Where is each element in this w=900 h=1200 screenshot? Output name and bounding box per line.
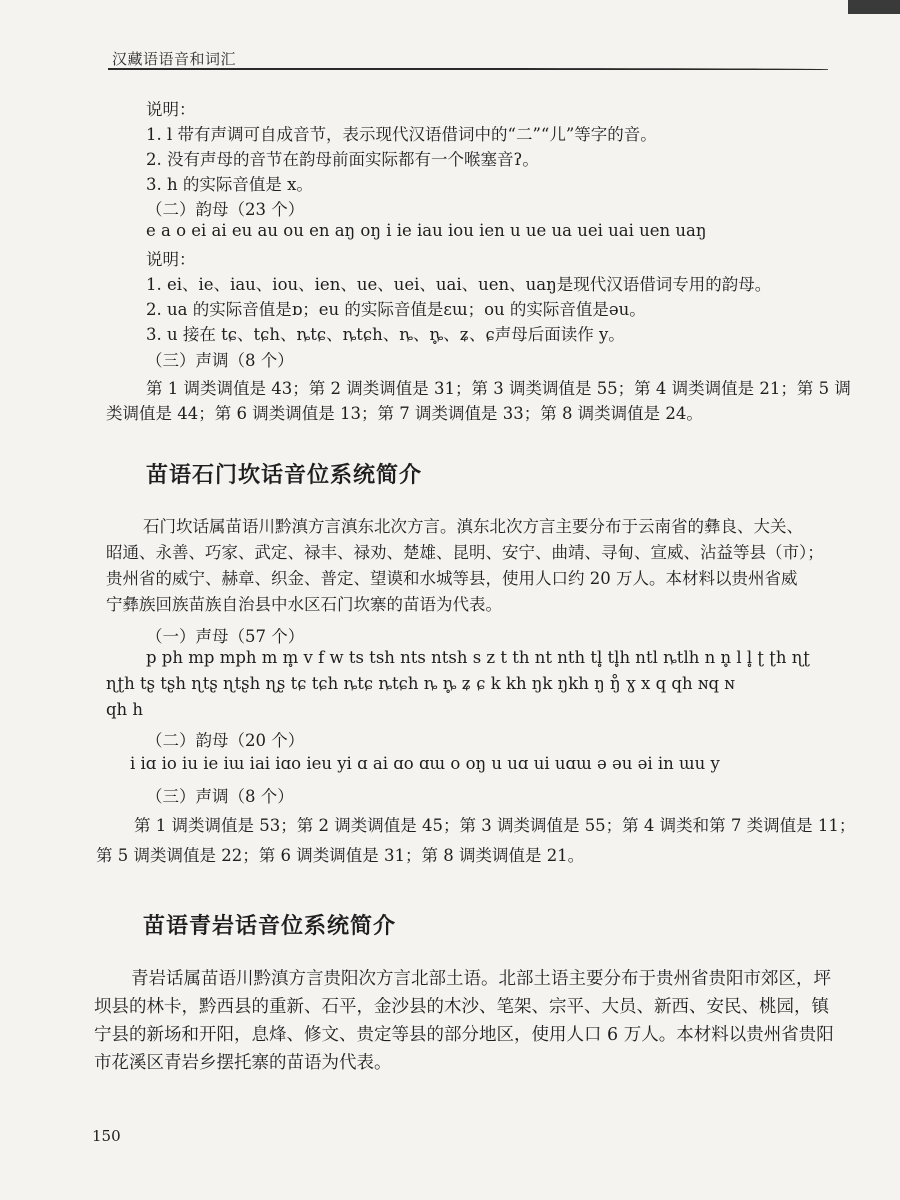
notes-label-2: 说明： <box>146 250 196 269</box>
note-2-3: 3. u 接在 tɕ、tɕh、ȵtɕ、ȵtɕh、ȵ、ȵ̥、ʑ、ɕ声母后面读作 y。 <box>146 325 625 344</box>
header-rule <box>108 68 828 70</box>
tones-line-1: 第 1 调类调值是 43；第 2 调类调值是 31；第 3 调类调值是 55；第 4 调类调值是 21；第 5 调 <box>146 379 851 398</box>
note-1: 1. l 带有声调可自成音节，表示现代汉语借词中的“二”“儿”等字的音。 <box>146 125 657 144</box>
finals-heading: （二）韵母（20 个） <box>146 731 305 750</box>
tones-line-1: 第 1 调类调值是 53；第 2 调类调值是 45；第 3 调类调值是 55；第 4 调类和第 7 类调值是 11； <box>134 816 856 835</box>
tones-line-2: 第 5 调类调值是 22；第 6 调类调值是 31；第 8 调类调值是 21。 <box>96 846 585 865</box>
tones-line-2: 类调值是 44；第 6 调类调值是 13；第 7 调类调值是 33；第 8 调类调值是 24。 <box>106 404 703 423</box>
paragraph-line: 坝县的林卡，黔西县的重新、石平，金沙县的木沙、笔架、宗平、大员、新西、安民、桃园，镇 <box>94 997 829 1017</box>
note-2-2: 2. ua 的实际音值是ɒ；eu 的实际音值是ɛɯ；ou 的实际音值是əu。 <box>146 300 646 319</box>
note-3: 3. h 的实际音值是 x。 <box>146 175 313 194</box>
paragraph-line: 贵州省的威宁、赫章、织金、普定、望谟和水城等县，使用人口约 20 万人。本材料以贵州省威 <box>106 569 798 588</box>
section-title: 苗语青岩话音位系统简介 <box>143 913 397 939</box>
finals-list: e a o ei ai eu au ou en aŋ oŋ i ie iau iou ien u ue ua uei uai uen uaŋ <box>146 221 707 240</box>
finals-list: i iɑ io iu ie iɯ iai iɑo ieu yi ɑ ai ɑo ɑɯ o oŋ u uɑ ui uɑɯ ə əu əi in ɯu y <box>130 754 720 773</box>
paragraph-line: 石门坎话属苗语川黔滇方言滇东北次方言。滇东北次方言主要分布于云南省的彝良、大关、 <box>143 517 803 536</box>
page-corner-mark <box>848 0 900 14</box>
note-2: 2. 没有声母的音节在韵母前面实际都有一个喉塞音ʔ。 <box>146 150 539 169</box>
paragraph-line: 青岩话属苗语川黔滇方言贵阳次方言北部土语。北部土语主要分布于贵州省贵阳市郊区，坪 <box>131 969 831 989</box>
paragraph-line: 宁县的新场和开阳，息烽、修文、贵定等县的部分地区，使用人口 6 万人。本材料以贵州省贵阳 <box>94 1025 834 1045</box>
initials-list-line: qh h <box>106 700 144 719</box>
tones-heading: （三）声调（8 个） <box>146 787 294 806</box>
paragraph-line: 宁彝族回族苗族自治县中水区石门坎寨的苗语为代表。 <box>106 595 502 614</box>
tones-heading: （三）声调（8 个） <box>146 351 294 370</box>
initials-heading: （一）声母（57 个） <box>146 627 305 646</box>
initials-list-line: p ph mp mph m m̥ v f w ts tsh nts ntsh s z t th nt nth tl̥ tl̥h ntl ȵtlh n n̥ l l̥ ʈ ʈh ɳʈ <box>146 648 810 667</box>
paragraph-line: 市花溪区青岩乡摆托寨的苗语为代表。 <box>94 1053 392 1073</box>
finals-heading: （二）韵母（23 个） <box>146 200 305 219</box>
note-2-1: 1. ei、ie、iau、iou、ien、ue、uei、uai、uen、uaŋ是现代汉语借词专用的韵母。 <box>146 275 772 294</box>
initials-list-line: ɳʈh tʂ tʂh ɳtʂ ɳtʂh ɳʂ tɕ tɕh ȵtɕ ȵtɕh ȵ ȵ̥ ʑ ɕ k kh ŋk ŋkh ŋ ŋ̊ ɣ x q qh ɴq ɴ <box>106 674 735 693</box>
section-title: 苗语石门坎话音位系统简介 <box>146 462 423 488</box>
page-number: 150 <box>92 1127 121 1145</box>
notes-label: 说明： <box>146 100 196 119</box>
running-header: 汉藏语语音和词汇 <box>112 50 237 68</box>
paragraph-line: 昭通、永善、巧家、武定、禄丰、禄劝、楚雄、昆明、安宁、曲靖、寻甸、宣威、沾益等县（市）； <box>106 543 824 562</box>
